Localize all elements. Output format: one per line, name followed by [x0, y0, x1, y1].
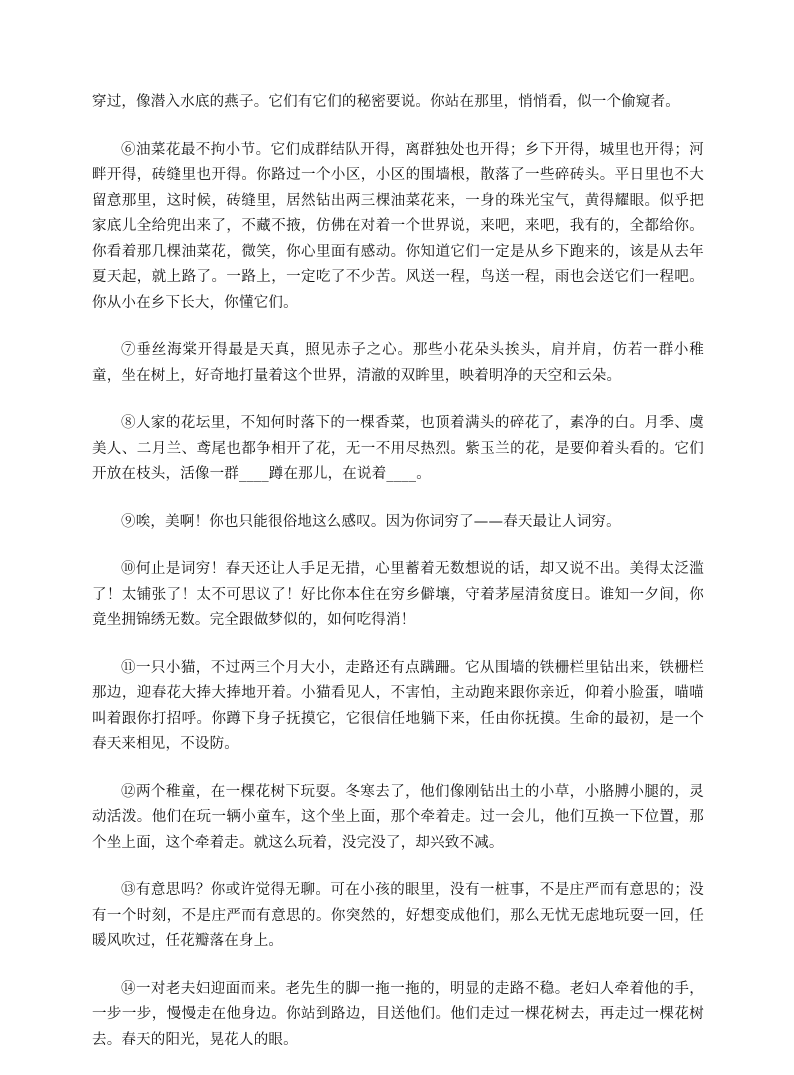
paragraph-continued: 穿过，像潜入水底的燕子。它们有它们的秘密要说。你站在那里，悄悄看，似一个偷窥者。 — [92, 94, 680, 110]
document-page — [92, 90, 704, 1075]
paragraph-14: ⑭一对老夫妇迎面而来。老先生的脚一拖一拖的，明显的走路不稳。老妇人牵着他的手，一步一步，慢慢走在他身边。你站到路边，目送他们。他们走过一棵花树去，再走过一棵花树去。春天的阳光，晃花人的眼。 — [92, 980, 704, 1048]
paragraph-9: ⑨唉，美啊！你也只能很俗地这么感叹。因为你词穷了——春天最让人词穷。 — [121, 513, 621, 530]
paragraph-6: ⑥油菜花最不拘小节。它们成群结队开得，离群独处也开得；乡下开得，城里也开得；河畔开得，砖缝里也开得。你路过一个小区，小区的围墙根，散落了一些碎砖头。平日里也不大留意那里，这时候，砖缝里，居然钻出两三棵油菜花来，一身的珠光宝气，黄得耀眼。似乎把家底儿全给兜出来了，不藏不掖，仿佛在对着一个世界说，来吧，来吧，我有的，全都给你。你看着那几棵油菜花，微笑，你心里面有感动。你知道它们一定是从乡下跑来的，该是从去年夏天起，就上路了。一路上，一定吃了不少苦。风送一程，鸟送一程，雨也会送它们一程吧。你从小在乡下长大，你懂它们。 — [92, 141, 704, 311]
paragraph-8: ⑧人家的花坛里，不知何时落下的一棵香菜，也顶着满头的碎花了，素净的白。月季、虞美人、二月兰、鸢尾也都争相开了花，无一不用尽热烈。紫玉兰的花，是要仰着头看的。它们开放在枝头，活像一群____蹲在那儿，在说着____。 — [92, 415, 704, 482]
paragraph-12: ⑫两个稚童，在一棵花树下玩耍。冬寒去了，他们像刚钻出土的小草，小胳膊小腿的，灵动活泼。他们在玩一辆小童车，这个坐上面，那个牵着走。过一会儿，他们互换一下位置，那个坐上面，这个牵着走。就这么玩着，没完没了，却兴致不减。 — [92, 783, 704, 851]
paragraph-13: ⑬有意思吗？你或许觉得无聊。可在小孩的眼里，没有一桩事，不是庄严而有意思的；没有一个时刻，不是庄严而有意思的。你突然的，好想变成他们，那么无忧无虑地玩耍一回，任暖风吹过，任花瓣落在身上。 — [92, 882, 704, 949]
paragraph-7: ⑦垂丝海棠开得最是天真，照见赤子之心。那些小花朵头挨头，肩并肩，仿若一群小稚童，坐在树上，好奇地打量着这个世界，清澈的双眸里，映着明净的天空和云朵。 — [92, 342, 704, 384]
paragraph-11: ⑪一只小猫，不过两三个月大小，走路还有点蹒跚。它从围墙的铁栅栏里钻出来，铁栅栏那边，迎春花大捧大捧地开着。小猫看见人，不害怕，主动跑来跟你亲近，仰着小脸蛋，喵喵叫着跟你打招呼。你蹲下身子抚摸它，它很信任地躺下来，任由你抚摸。生命的最初，是一个春天来相见，不设防。 — [92, 659, 704, 752]
paragraph-10: ⑩何止是词穷！春天还让人手足无措，心里蓄着无数想说的话，却又说不出。美得太泛滥了！太铺张了！太不可思议了！好比你本住在穷乡僻壤，守着茅屋清贫度日。谁知一夕间，你竟坐拥锦绣无数。完全跟做梦似的，如何吃得消！ — [92, 561, 704, 628]
